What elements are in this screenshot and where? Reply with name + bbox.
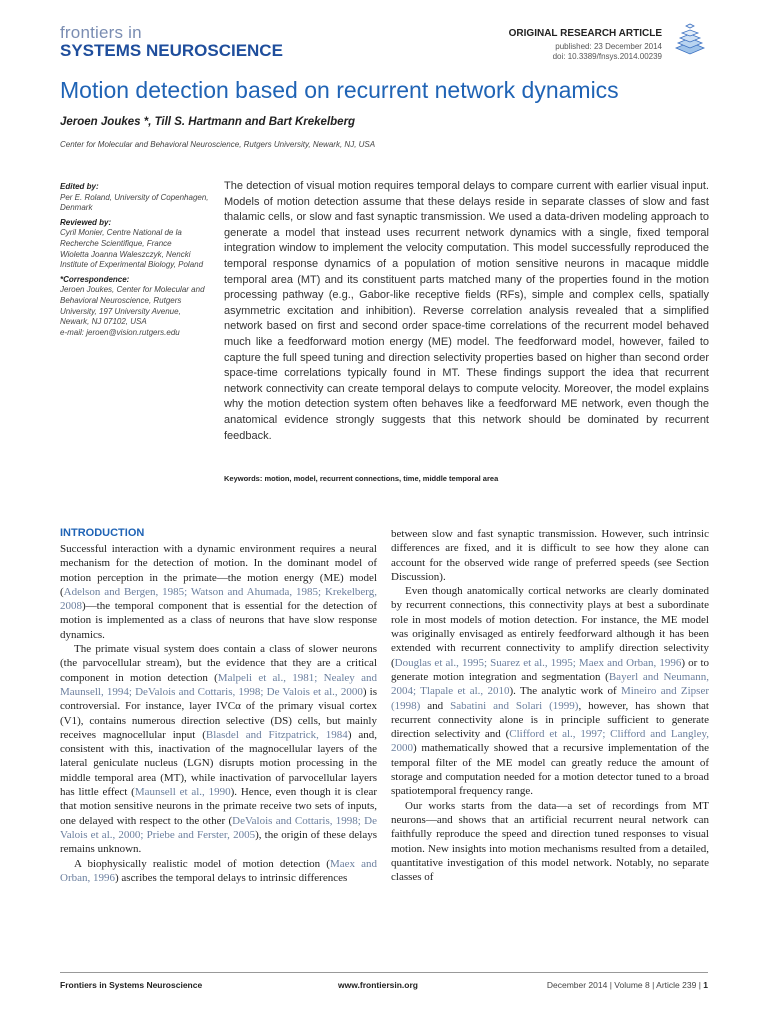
paragraph — [60, 642, 377, 856]
citation-link[interactable]: Malpeli et al., 1981; Nealey and Maunsell, 1994; DeValois and Cottaris, 1998; De Valois et al., 2000 — [60, 671, 377, 698]
paragraph — [60, 857, 377, 886]
reviewed-text-1: Cyril Monier, Centre National de la Recherche Scientifique, France — [60, 228, 182, 248]
text: Successful interaction with a dynamic environment requires a neural mechanism for the detection of motion. In the dominant model of motion perception in the primate—the motion energy (ME) model ( — [60, 543, 377, 598]
correspondence-label: *Correspondence: — [60, 274, 130, 284]
footer-issue-text: December 2014 | Volume 8 | Article 239 | — [546, 980, 704, 990]
text: ) and, consistent with this, inactivation of the magnocellular layers of the lateral geniculate nucleus (LGN) disrupts motion processing in the middle temporal area (MT), while inactivation of parvocellular layers has little effect ( — [60, 728, 377, 799]
correspondence-text: Jeroen Joukes, Center for Molecular and Behavioral Neuroscience, Rutgers University, 197 University Avenue, Newark, NJ 07102, USA — [60, 285, 205, 327]
keywords — [224, 474, 498, 483]
footer-issue — [547, 980, 708, 990]
section-title-introduction: INTRODUCTION — [60, 527, 145, 539]
correspondence-email: e-mail: jeroen@vision.rutgers.edu — [60, 327, 180, 337]
journal-brand-line1: frontiers in — [60, 23, 142, 42]
edited-label: Edited by: — [60, 182, 99, 191]
text: , however, has shown that recurrent connectivity alone is in principle sufficient to generate direction selectivity and ( — [391, 699, 709, 741]
body-column-1 — [60, 542, 377, 885]
text: ) is controversial. For instance, layer IVCα of the primary visual cortex (V1), contains numerous direction selective (DS) cells, but mainly receives magnocellular input ( — [60, 685, 377, 741]
journal-logo-icon — [672, 18, 708, 58]
paragraph: between slow and fast synaptic transmission. However, such intrinsic differences are fixed, and it is difficult to see how they alone can account for the observed wide range of preferred speeds (see Section Discussion). — [391, 528, 709, 583]
text: )—the temporal component that is essential for the detection of motion is implemented as a class of neurons that have slow response dynamics. — [60, 600, 377, 641]
citation-link[interactable]: Douglas et al., 1995; Suarez et al., 1995; Maex and Orban, 1996 — [394, 656, 682, 669]
affiliation: Center for Molecular and Behavioral Neuroscience, Rutgers University, Newark, NJ, USA — [60, 140, 376, 149]
page-number: 1 — [703, 980, 708, 990]
footer-url[interactable]: www.frontiersin.org — [338, 980, 418, 990]
citation-link[interactable]: Clifford et al., 1997; Clifford and Langley, 2000 — [391, 728, 709, 755]
body-column-2 — [391, 527, 709, 884]
text: Even though anatomically cortical networks are clearly dominated by recurrent connections, this connectivity plays at best a subordinate role in most models of motion detection. For instance, the ME model was originally envisaged as entirely feedforward although it has been extended with recurrent connectivity to amplify direction selectivity ( — [391, 585, 709, 669]
text: ). The analytic work of — [509, 685, 621, 698]
text: ) ascribes the temporal delays to intrinsic differences — [115, 871, 348, 884]
text: A biophysically realistic model of motion detection ( — [74, 857, 330, 870]
sidebar-info — [60, 178, 210, 338]
text: ). Hence, even though it is clear that motion sensitive neurons in the primate receive two sets of inputs, one delayed with respect to the other ( — [60, 786, 377, 827]
citation-link[interactable]: Bayerl and Neumann, 2004; Tlapale et al., 2010 — [391, 670, 709, 698]
paragraph — [391, 584, 709, 798]
citation-link[interactable]: Mineiro and Zipser (1998) — [391, 685, 709, 712]
text: ), the origin of these delays remains unknown. — [60, 828, 377, 856]
authors-and: and — [241, 116, 269, 128]
published-date: published: 23 December 2014 — [555, 42, 662, 51]
text: ) or to generate motion integration and segmentation ( — [391, 656, 710, 683]
citation-link[interactable]: Sabatini and Solari (1999) — [450, 699, 579, 712]
footer-journal: Frontiers in Systems Neuroscience — [60, 980, 203, 990]
citation-link[interactable]: Adelson and Bergen, 1985; Watson and Ahumada, 1985; Krekelberg, 2008 — [60, 585, 377, 613]
authors-main: Jeroen Joukes *, Till S. Hartmann — [60, 116, 242, 128]
paragraph — [60, 542, 377, 642]
authors — [60, 116, 355, 128]
citation-link[interactable]: Maex and Orban, 1996 — [60, 857, 377, 884]
abstract: The detection of visual motion requires temporal delays to compare current with earlier visual input. Models of motion detection assume that these delays reside in separate classes of slow and fast thalamic cells, or slow and fast synaptic transmission. We used a data-driven modeling approach to generate a model that instead uses recurrent network dynamics with a single, fixed temporal integration window to implement the velocity computation. This model successfully reproduced the temporal response dynamics of a population of motion sensitive neurons in macaque middle temporal area (MT) and its constituent parts matched many of the properties found in the motion processing pathway (e.g., Gabor-like receptive fields (RFs), simple and complex cells, spatially asymmetric excitation and inhibition). Reverse correlation analysis revealed that a simplified network based on first and second order space-time correlations of the recurrent model behaved much like a feedforward motion energy (ME) model. The feedforward model, however, failed to capture the full speed tuning and direction selectivity properties based on higher than second order space-time correlations typically found in MT. These findings support the idea that recurrent network connectivity can create temporal delays to compute velocity. Moreover, the model explains why the motion detection system often behaves like a feedforward ME network, even though the anatomical evidence strongly suggests that this network should be dominated by recurrent feedback. — [224, 180, 709, 442]
text: ) mathematically showed that a recursive implementation of the temporal filter of the ME model can greatly reduce the amount of storage and computation needed for a motion detector tuned to a broad spatiotemporal frequency range. — [391, 742, 709, 798]
citation-link[interactable]: Blasdel and Fitzpatrick, 1984 — [205, 728, 348, 741]
footer-divider — [60, 972, 708, 973]
journal-brand-line2: SYSTEMS NEUROSCIENCE — [60, 41, 283, 60]
article-type: ORIGINAL RESEARCH ARTICLE — [508, 28, 662, 39]
doi: doi: 10.3389/fnsys.2014.00239 — [552, 52, 662, 61]
keywords-text: motion, model, recurrent connections, time, middle temporal area — [264, 474, 499, 483]
text: and — [420, 699, 451, 712]
reviewed-label: Reviewed by: — [60, 217, 112, 227]
keywords-label: Keywords: — [224, 474, 263, 483]
paragraph: Our works starts from the data—a set of recordings from MT neurons—and shows that an artificial recurrent neural network can faithfully reproduce the speed and direction tuned responses to visual motion. New insights into motion mechanisms resulted from a detailed, quantitative investigation of this model network. Notably, no separate classes of — [391, 799, 709, 884]
article-title: Motion detection based on recurrent network dynamics — [60, 77, 619, 103]
edited-text: Per E. Roland, University of Copenhagen, Denmark — [60, 192, 209, 213]
text: The primate visual system does contain a class of slower neurons (the parvocellular stream), but the evidence that they are a critical component in motion detection ( — [60, 643, 377, 684]
citation-link[interactable]: Maunsell et al., 1990 — [134, 786, 231, 799]
publication-info — [553, 42, 662, 62]
authors-last: Bart Krekelberg — [268, 116, 356, 128]
citation-link[interactable]: DeValois and Cottaris, 1998; De Valois et al., 2000; Priebe and Ferster, 2005 — [60, 814, 377, 841]
reviewed-text-2: Wioletta Joanna Waleszczyk, Nencki Institute of Experimental Biology, Poland — [60, 249, 204, 270]
